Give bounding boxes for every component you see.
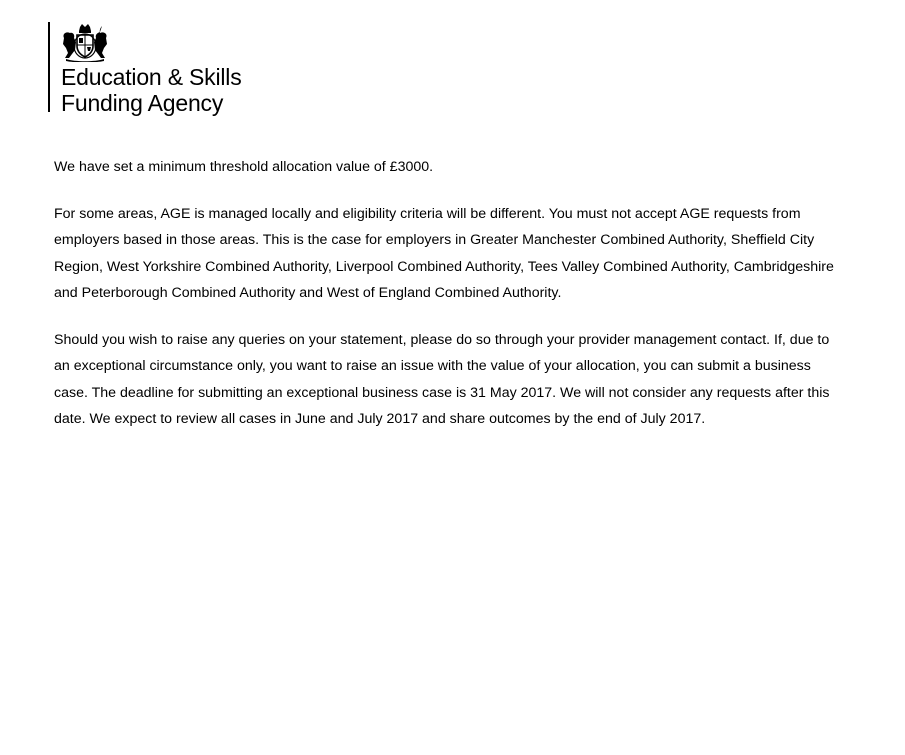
org-name-line-2: Funding Agency bbox=[61, 90, 224, 116]
document-body bbox=[54, 154, 834, 453]
org-name bbox=[61, 64, 242, 116]
org-name-line-1: Education & Skills bbox=[61, 64, 242, 90]
royal-coat-of-arms-icon bbox=[60, 24, 110, 62]
paragraph-threshold: We have set a minimum threshold allocation value of £3000. bbox=[54, 159, 434, 175]
logo-divider bbox=[48, 22, 50, 112]
paragraph-local-areas: For some areas, AGE is managed locally and eligibility criteria will be different. You must not accept AGE requests from employers based in those areas. This is the case for employers in Greater Manchester Combined Authority, Sheffield City Region, West Yorkshire Combined Authority, Liverpool Combined Authority, Tees Valley Combined Authority, Cambridgeshire and Peterborough Combined Authority and West of England Combined Authority. bbox=[54, 205, 834, 301]
agency-logo bbox=[48, 22, 288, 114]
paragraph-queries: Should you wish to raise any queries on your statement, please do so through your provider management contact. If, due to an exceptional circumstance only, you want to raise an issue with the value of your allocation, you can submit a business case. The deadline for submitting an exceptional business case is 31 May 2017. We will not consider any requests after this date. We expect to review all cases in June and July 2017 and share outcomes by the end of July 2017. bbox=[54, 331, 830, 427]
